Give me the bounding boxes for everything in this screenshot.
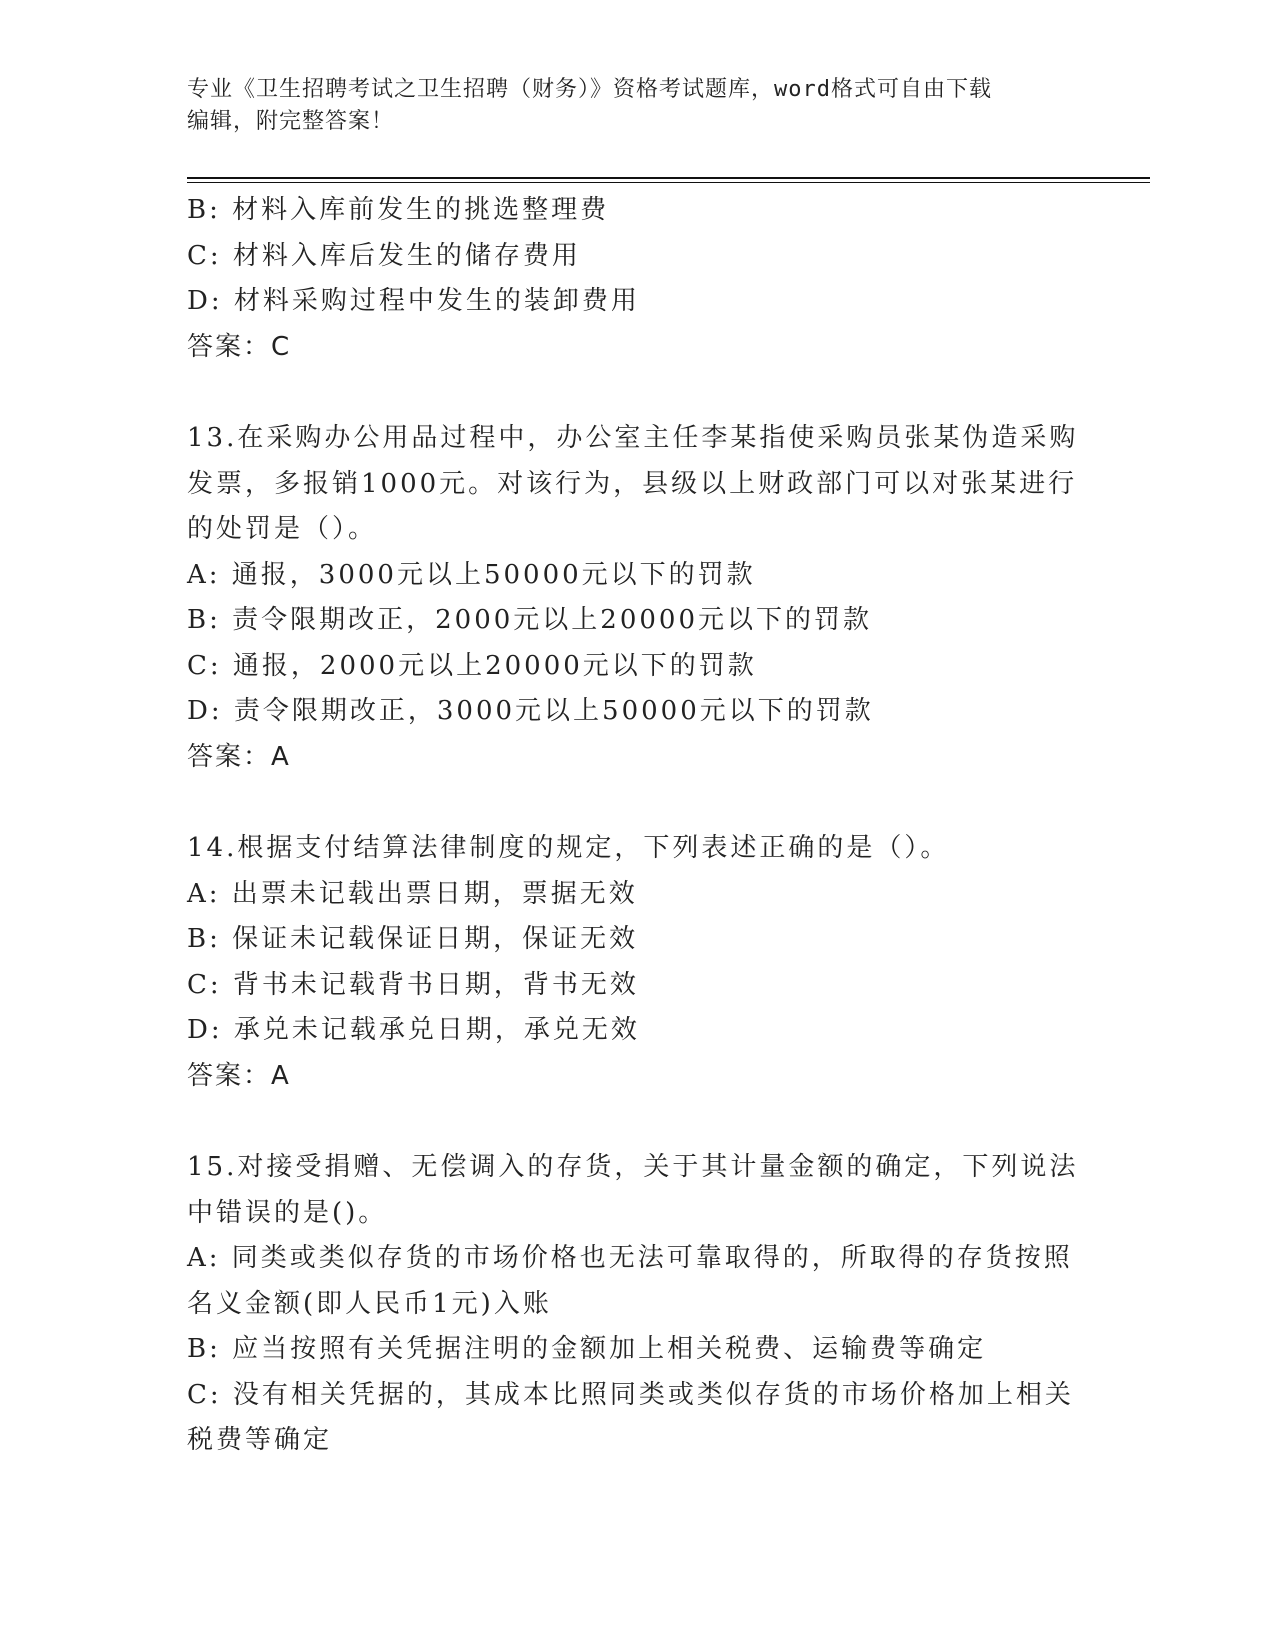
option-b: B: 材料入库前发生的挑选整理费 bbox=[187, 195, 610, 225]
option-d: D: 责令限期改正，3000元以上50000元以下的罚款 bbox=[187, 696, 874, 726]
question-list bbox=[187, 188, 1087, 1464]
option-a: A: 出票未记载出票日期，票据无效 bbox=[187, 878, 638, 909]
option-b: B: 责令限期改正，2000元以上20000元以下的罚款 bbox=[187, 605, 873, 635]
answer-label: 答案：A bbox=[187, 741, 291, 772]
header-line-2: 编辑，附完整答案！ bbox=[187, 109, 395, 134]
header-divider-thick bbox=[187, 177, 1150, 179]
answer-label: 答案：C bbox=[187, 331, 292, 362]
question-stem: 15.对接受捐赠、无偿调入的存货，关于其计量金额的确定，下列说法 bbox=[187, 1152, 1079, 1182]
question-12-tail bbox=[187, 188, 1087, 370]
spacer bbox=[187, 780, 1087, 826]
question-stem: 14.根据支付结算法律制度的规定，下列表述正确的是（）。 bbox=[187, 833, 950, 863]
question-14 bbox=[187, 826, 1087, 1099]
option-c: C: 背书未记载背书日期，背书无效 bbox=[187, 969, 639, 1000]
option-b: B: 应当按照有关凭据注明的金额加上相关税费、运输费等确定 bbox=[187, 1334, 987, 1364]
option-a-continued: 名义金额(即人民币1元)入账 bbox=[187, 1288, 552, 1319]
option-c-continued: 税费等确定 bbox=[187, 1425, 333, 1455]
header-line-1: 专业《卫生招聘考试之卫生招聘（财务）》资格考试题库，word格式可自由下载 bbox=[187, 77, 992, 102]
header-divider-thin bbox=[187, 182, 1150, 183]
option-d: D: 材料采购过程中发生的装卸费用 bbox=[187, 286, 640, 316]
question-stem: 发票，多报销1000元。对该行为，县级以上财政部门可以对张某进行 bbox=[187, 468, 1078, 499]
option-c: C: 材料入库后发生的储存费用 bbox=[187, 240, 581, 271]
question-15 bbox=[187, 1145, 1087, 1464]
option-c: C: 通报，2000元以上20000元以下的罚款 bbox=[187, 650, 757, 681]
option-b: B: 保证未记载保证日期，保证无效 bbox=[187, 924, 639, 954]
spacer bbox=[187, 1099, 1087, 1145]
question-stem: 13.在采购办公用品过程中，办公室主任李某指使采购员张某伪造采购 bbox=[187, 423, 1079, 453]
question-13 bbox=[187, 416, 1087, 780]
option-c: C: 没有相关凭据的，其成本比照同类或类似存货的市场价格加上相关 bbox=[187, 1379, 1074, 1410]
spacer bbox=[187, 370, 1087, 416]
option-d: D: 承兑未记载承兑日期，承兑无效 bbox=[187, 1015, 640, 1045]
document-header bbox=[187, 74, 1087, 138]
option-a: A: 通报，3000元以上50000元以下的罚款 bbox=[187, 559, 756, 590]
question-stem: 中错误的是()。 bbox=[187, 1197, 388, 1228]
answer-label: 答案：A bbox=[187, 1060, 291, 1091]
option-a: A: 同类或类似存货的市场价格也无法可靠取得的，所取得的存货按照 bbox=[187, 1243, 1073, 1273]
question-stem: 的处罚是（）。 bbox=[187, 514, 378, 544]
